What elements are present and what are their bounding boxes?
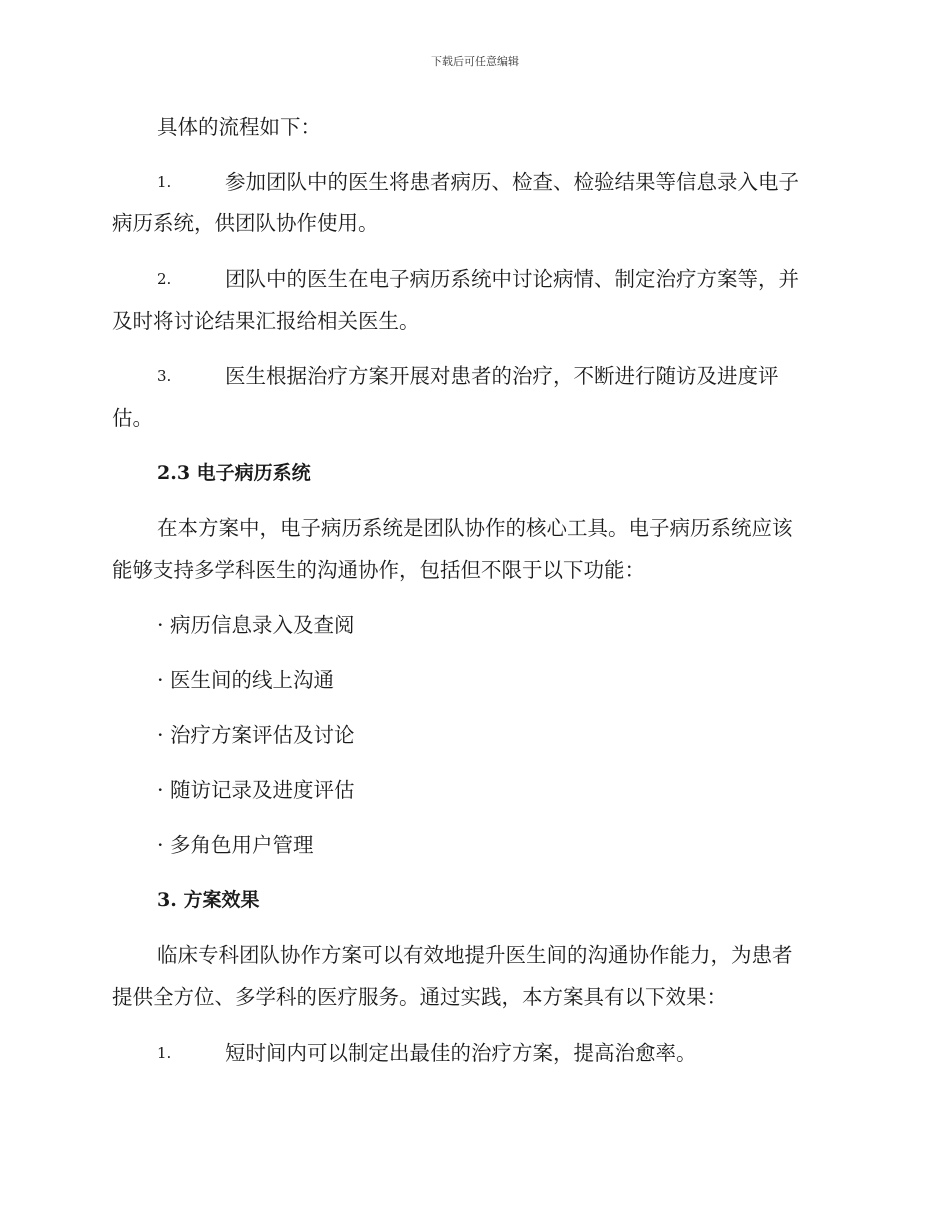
intro-text: 具体的流程如下： (157, 115, 321, 139)
paragraph-text: 临床专科团队协作方案可以有效地提升医生间的沟通协作能力，为患者 (157, 943, 793, 967)
step-text-continued: 估。 (112, 406, 153, 430)
paragraph-text-continued: 提供全方位、多学科的医疗服务。通过实践，本方案具有以下效果： (112, 985, 727, 1009)
page-header: 下载后可任意编辑 (431, 55, 519, 68)
bullet-item: · 医生间的线上沟通 (157, 668, 335, 692)
step-text: 参加团队中的医生将患者病历、检查、检验结果等信息录入电子 (225, 170, 799, 194)
section-heading: 2.3 电子病历系统 (157, 462, 311, 484)
bullet-item: · 病历信息录入及查阅 (157, 613, 355, 637)
paragraph-text-continued: 能够支持多学科医生的沟通协作，包括但不限于以下功能： (112, 558, 645, 582)
step-text: 团队中的医生在电子病历系统中讨论病情、制定治疗方案等，并 (225, 267, 799, 291)
step-number: 3. (157, 367, 172, 385)
bullet-item: · 多角色用户管理 (157, 833, 314, 857)
step-text: 医生根据治疗方案开展对患者的治疗，不断进行随访及进度评 (225, 364, 779, 388)
effect-text: 短时间内可以制定出最佳的治疗方案，提高治愈率。 (225, 1041, 697, 1065)
step-text-continued: 及时将讨论结果汇报给相关医生。 (112, 309, 420, 333)
section-heading: 3. 方案效果 (157, 889, 260, 911)
bullet-item: · 治疗方案评估及讨论 (157, 723, 355, 747)
paragraph-text: 在本方案中，电子病历系统是团队协作的核心工具。电子病历系统应该 (157, 516, 793, 540)
step-number: 1. (157, 173, 172, 191)
step-number: 2. (157, 270, 172, 288)
step-text-continued: 病历系统，供团队协作使用。 (112, 211, 379, 235)
bullet-item: · 随访记录及进度评估 (157, 778, 355, 802)
effect-number: 1. (157, 1044, 172, 1062)
